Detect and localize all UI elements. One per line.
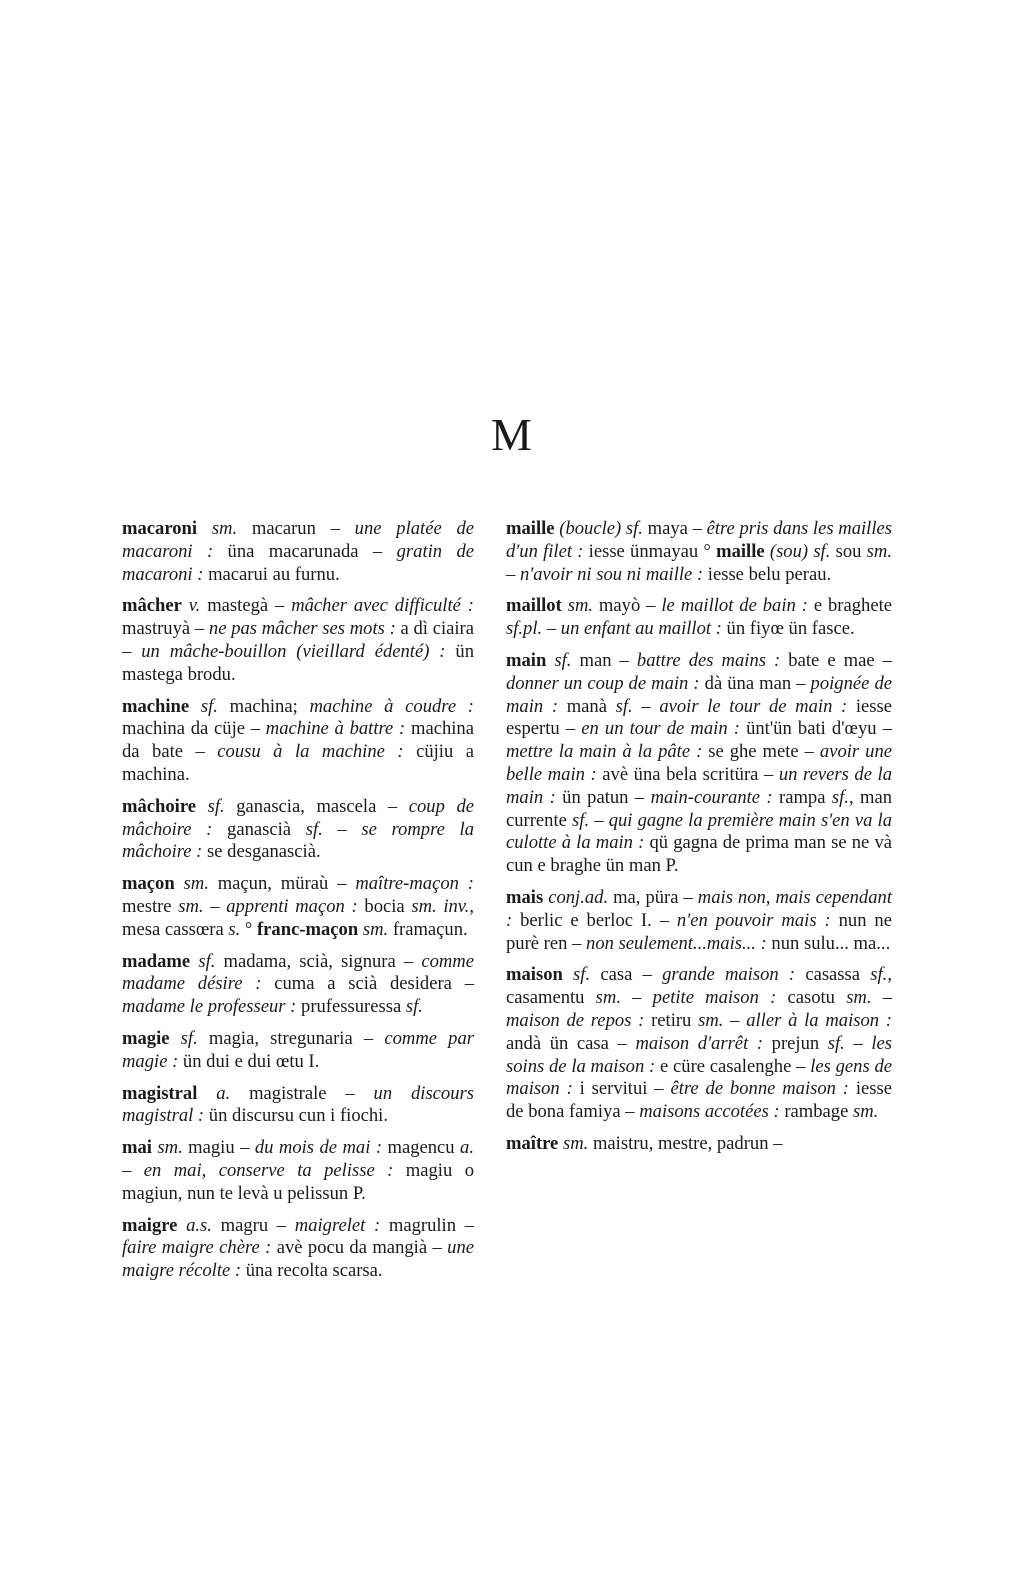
entry-text: – xyxy=(122,1159,144,1181)
headword: mâchoire xyxy=(122,795,197,817)
italic-text: battre des mains : xyxy=(636,649,781,671)
entry-text: ma, püra – xyxy=(608,886,698,908)
headword: magie xyxy=(122,1027,170,1049)
italic-text: une platée de macaroni : xyxy=(122,518,474,562)
dictionary-entry xyxy=(506,1133,892,1156)
headword: franc-maçon xyxy=(256,918,359,940)
italic-text: les gens de maison : xyxy=(506,1055,893,1100)
italic-text: en mai, conserve ta pelisse : xyxy=(143,1159,394,1181)
italic-text: non seulement...mais... : xyxy=(586,932,767,954)
italic-text: sf. xyxy=(870,964,888,986)
entry-text: macarui au furnu. xyxy=(203,563,340,585)
entry-text: iesse de bona famiya – xyxy=(506,1078,892,1123)
entry-text: qü gagna de prima man se ne và cun e braghe ün man P. xyxy=(506,832,892,877)
italic-text: en un tour de main : xyxy=(581,718,740,740)
dictionary-entry xyxy=(122,873,474,941)
italic-text: sf. xyxy=(831,786,849,808)
italic-text: sf. xyxy=(554,649,572,671)
italic-text: sm. xyxy=(595,987,621,1009)
italic-text: ne pas mâcher ses mots : xyxy=(208,618,396,640)
italic-text: conj.ad. xyxy=(548,886,609,908)
italic-text: sf. xyxy=(573,964,591,986)
entry-text: cuma a scià desidera – xyxy=(261,973,474,995)
headword: madame xyxy=(122,950,191,972)
headword: maison xyxy=(506,964,563,986)
italic-text: aller à la maison : xyxy=(746,1009,892,1031)
italic-text: un enfant au maillot : xyxy=(560,618,722,640)
italic-text: maisons accotées : xyxy=(639,1101,780,1123)
entry-text: maya – xyxy=(642,518,707,539)
italic-text: sf. xyxy=(615,695,633,717)
dictionary-entry xyxy=(506,964,892,1124)
entry-text: machina da cüje – xyxy=(122,718,266,740)
entry-text: – xyxy=(723,1009,747,1031)
entry-text: magru – xyxy=(211,1214,295,1236)
dictionary-entry xyxy=(506,650,892,878)
entry-text: e braghete xyxy=(807,595,892,617)
entry-text: ° xyxy=(240,918,257,940)
entry-text: nun ne purè ren – xyxy=(506,909,892,954)
entry-text: mayò – xyxy=(593,595,662,617)
italic-text: comme madame désire : xyxy=(122,950,474,995)
entry-text xyxy=(177,1215,186,1236)
dictionary-entry xyxy=(122,796,474,864)
entry-text: sou xyxy=(830,540,867,562)
entry-text: bate e mae – xyxy=(780,649,892,671)
italic-text: comme par magie : xyxy=(122,1027,474,1072)
italic-text: main-courante : xyxy=(650,786,773,808)
italic-text: sf.pl. xyxy=(506,618,543,640)
dictionary-entry xyxy=(122,1028,474,1074)
headword: main xyxy=(506,649,547,671)
italic-text: grande maison : xyxy=(662,964,796,986)
entry-text: , casamentu xyxy=(506,964,892,1009)
entry-text: – xyxy=(589,809,609,831)
entry-text: ün dui e dui œtu I. xyxy=(178,1050,320,1072)
headword: maigre xyxy=(122,1214,178,1236)
entry-text: – xyxy=(844,1032,872,1054)
entry-text: – xyxy=(542,618,561,640)
entry-text: framaçun. xyxy=(388,918,468,940)
italic-text: a.s. xyxy=(186,1214,212,1236)
entry-text: retiru xyxy=(644,1009,699,1031)
entry-text: e cüre casalenghe – xyxy=(655,1055,811,1077)
entry-text: rambage xyxy=(779,1101,853,1123)
italic-text: (boucle) sf. xyxy=(559,518,643,539)
italic-text: être pris dans les mailles d'un filet : xyxy=(506,518,892,562)
entry-text: berlic e berloc I. – xyxy=(512,909,677,931)
entry-text: ganascia, mascela – xyxy=(224,795,409,817)
entry-text: mestre xyxy=(122,895,179,917)
italic-text: maître-maçon : xyxy=(355,873,474,895)
italic-text: avoir le tour de main : xyxy=(659,695,848,717)
entry-text: ün discursu cun i fiochi. xyxy=(204,1105,388,1127)
italic-text: maison d'arrêt : xyxy=(635,1032,764,1054)
italic-text: sm. xyxy=(852,1101,879,1123)
italic-text: donner un coup de main : xyxy=(506,672,700,694)
italic-text: un revers de la main : xyxy=(506,763,893,808)
italic-text: sm. xyxy=(157,1137,183,1159)
entry-text: se desganascià. xyxy=(202,841,321,863)
italic-text: maison de repos : xyxy=(506,1009,645,1031)
italic-text: mais non, mais cependant : xyxy=(506,886,892,931)
entry-text: , man currente xyxy=(506,786,892,831)
italic-text: mettre la main à la pâte : xyxy=(506,741,703,763)
italic-text: apprenti maçon : xyxy=(226,895,358,917)
italic-text: un discours magistral : xyxy=(122,1082,474,1127)
entry-text: magiu – xyxy=(182,1137,255,1159)
dictionary-entry xyxy=(122,518,474,586)
dictionary-entry xyxy=(122,951,474,1019)
entry-text: manà xyxy=(558,695,616,717)
entry-text: – xyxy=(620,987,653,1009)
entry-text: a dì ciaira – xyxy=(122,618,474,662)
italic-text: sf. xyxy=(572,809,590,831)
entry-text: – xyxy=(632,695,660,717)
entry-text: üna recolta scarsa. xyxy=(241,1260,383,1282)
entry-text: iesse espertu – xyxy=(506,695,893,740)
entry-text: casotu xyxy=(776,987,847,1009)
entry-text: prejun xyxy=(763,1032,828,1054)
dictionary-entry xyxy=(122,1215,474,1283)
headword: maillot xyxy=(506,595,562,617)
entry-text: üna macarunada – xyxy=(213,540,397,562)
italic-text: a. xyxy=(460,1137,474,1159)
entry-text: iesse ünmayau ° xyxy=(583,540,717,562)
entry-text xyxy=(170,1028,181,1049)
dictionary-entry xyxy=(506,887,892,955)
entry-text xyxy=(196,796,208,817)
dictionary-entry xyxy=(506,595,892,641)
entry-text: – xyxy=(506,563,520,585)
italic-text: gratin de macaroni : xyxy=(122,540,474,585)
dictionary-entry xyxy=(506,518,892,586)
italic-text: être de bonne maison : xyxy=(670,1078,849,1100)
entry-text: bocia xyxy=(357,895,412,917)
entry-text: avè üna bela scritüra – xyxy=(596,763,779,785)
italic-text: (sou) sf. xyxy=(769,540,831,562)
italic-text: sm. inv. xyxy=(411,895,470,917)
entry-text: prufessuressa xyxy=(296,996,406,1018)
headword: machine xyxy=(122,695,190,717)
italic-text: sm. xyxy=(362,918,389,940)
entry-text: andà ün casa – xyxy=(506,1032,636,1054)
dictionary-entry xyxy=(122,696,474,787)
italic-text: sf. xyxy=(405,996,423,1018)
left-column xyxy=(122,518,474,1292)
italic-text: madame le professeur : xyxy=(122,996,297,1018)
entry-text: rampa xyxy=(772,786,832,808)
entry-text: machina; xyxy=(217,695,310,717)
italic-text: n'avoir ni sou ni maille : xyxy=(519,563,704,585)
italic-text: sf. xyxy=(180,1027,198,1049)
italic-text: sf. xyxy=(207,795,225,817)
italic-text: sm. xyxy=(866,540,892,562)
italic-text: machine à battre : xyxy=(265,718,406,740)
italic-text: un mâche-bouillon (vieillard édenté) : xyxy=(141,640,446,662)
entry-text xyxy=(182,595,189,616)
entry-text: se ghe mete – xyxy=(702,741,820,763)
entry-text xyxy=(189,696,201,717)
entry-text xyxy=(197,518,212,539)
italic-text: sm. xyxy=(178,895,204,917)
headword: maçon xyxy=(122,873,175,895)
entry-text: magiu o magiun, nun te levà u pelissun P. xyxy=(122,1159,474,1204)
italic-text: petite maison : xyxy=(652,987,777,1009)
entry-text: ün fiyœ ün fasce. xyxy=(721,618,855,640)
entry-text: i servitui – xyxy=(572,1078,671,1100)
italic-text: sm. xyxy=(846,987,872,1009)
headword: mai xyxy=(122,1137,152,1159)
headword: magistral xyxy=(122,1082,198,1104)
italic-text: sm. xyxy=(567,595,594,617)
headword: macaroni xyxy=(122,518,198,539)
entry-text: ünt'ün bati d'œyu – xyxy=(739,718,893,740)
italic-text: sm. xyxy=(211,518,238,539)
headword: mais xyxy=(506,886,544,908)
dictionary-entry xyxy=(122,595,474,686)
entry-text: magencu xyxy=(382,1137,461,1159)
entry-text: , mesa cassœra xyxy=(122,895,474,940)
dictionary-entry xyxy=(122,1137,474,1205)
entry-text: casa – xyxy=(590,964,663,986)
italic-text: le maillot de bain : xyxy=(661,595,808,617)
italic-text: les soins de la maison : xyxy=(506,1032,893,1077)
italic-text: qui gagne la première main s'en va la culotte à la main : xyxy=(506,809,893,854)
entry-text: – xyxy=(203,895,227,917)
italic-text: sf. xyxy=(305,818,323,840)
section-letter: M xyxy=(491,409,533,460)
italic-text: a. xyxy=(216,1082,231,1104)
entry-text: maçun, müraù – xyxy=(208,873,356,895)
headword: maille xyxy=(716,540,765,562)
entry-text: iesse belu perau. xyxy=(703,563,832,585)
italic-text: se rompre la mâchoire : xyxy=(122,818,474,863)
italic-text: sm. xyxy=(562,1132,589,1154)
entry-text: – xyxy=(322,818,362,840)
italic-text: avoir une belle main : xyxy=(506,741,892,785)
headword: maître xyxy=(506,1132,559,1154)
italic-text: du mois de mai : xyxy=(254,1137,383,1159)
italic-text: sf. xyxy=(200,695,218,717)
entry-text: dà üna man – xyxy=(699,672,811,694)
entry-text: casassa xyxy=(795,964,871,986)
italic-text: machine à coudre : xyxy=(309,695,474,717)
right-column xyxy=(506,518,892,1165)
entry-text: cüjiu a machina. xyxy=(122,741,475,785)
entry-text: avè pocu da mangià – xyxy=(271,1237,448,1259)
entry-text: machina da bate – xyxy=(122,718,474,763)
entry-text: mastegà – xyxy=(200,595,292,617)
entry-text: macarun – xyxy=(237,518,355,539)
italic-text: coup de mâchoire : xyxy=(122,795,475,840)
headword: maille xyxy=(506,518,555,539)
headword: mâcher xyxy=(122,595,182,617)
entry-text: magistrale – xyxy=(230,1082,374,1104)
italic-text: poignée de main : xyxy=(506,672,893,717)
italic-text: cousu à la machine : xyxy=(217,741,404,763)
entry-text: madama, scià, signura – xyxy=(215,950,422,972)
italic-text: faire maigre chère : xyxy=(122,1237,272,1259)
italic-text: une maigre récolte : xyxy=(122,1237,474,1282)
italic-text: sf. xyxy=(827,1032,845,1054)
italic-text: sm. xyxy=(183,873,209,895)
dictionary-entry xyxy=(122,1083,474,1129)
entry-text: ün mastega brodu. xyxy=(122,640,474,685)
italic-text: n'en pouvoir mais : xyxy=(676,909,831,931)
italic-text: mâcher avec difficulté : xyxy=(291,595,474,617)
entry-text: man – xyxy=(571,649,637,671)
entry-text: nun sulu... ma... xyxy=(766,932,891,954)
italic-text: s. xyxy=(228,918,241,940)
entry-text: magia, stregunaria – xyxy=(197,1027,385,1049)
italic-text: sf. xyxy=(198,950,216,972)
entry-text: – xyxy=(871,987,892,1009)
entry-text: magrulin – xyxy=(380,1214,474,1236)
entry-text: ganascià xyxy=(212,818,306,840)
italic-text: sm. xyxy=(698,1009,724,1031)
entry-text: ün patun – xyxy=(555,786,651,808)
entry-text: maistru, mestre, padrun – xyxy=(588,1132,783,1154)
italic-text: maigrelet : xyxy=(294,1214,381,1236)
entry-text xyxy=(563,964,573,985)
entry-text: mastruyà – xyxy=(122,618,209,640)
italic-text: v. xyxy=(188,595,201,617)
entry-text xyxy=(197,1083,216,1104)
entry-text xyxy=(175,873,184,894)
